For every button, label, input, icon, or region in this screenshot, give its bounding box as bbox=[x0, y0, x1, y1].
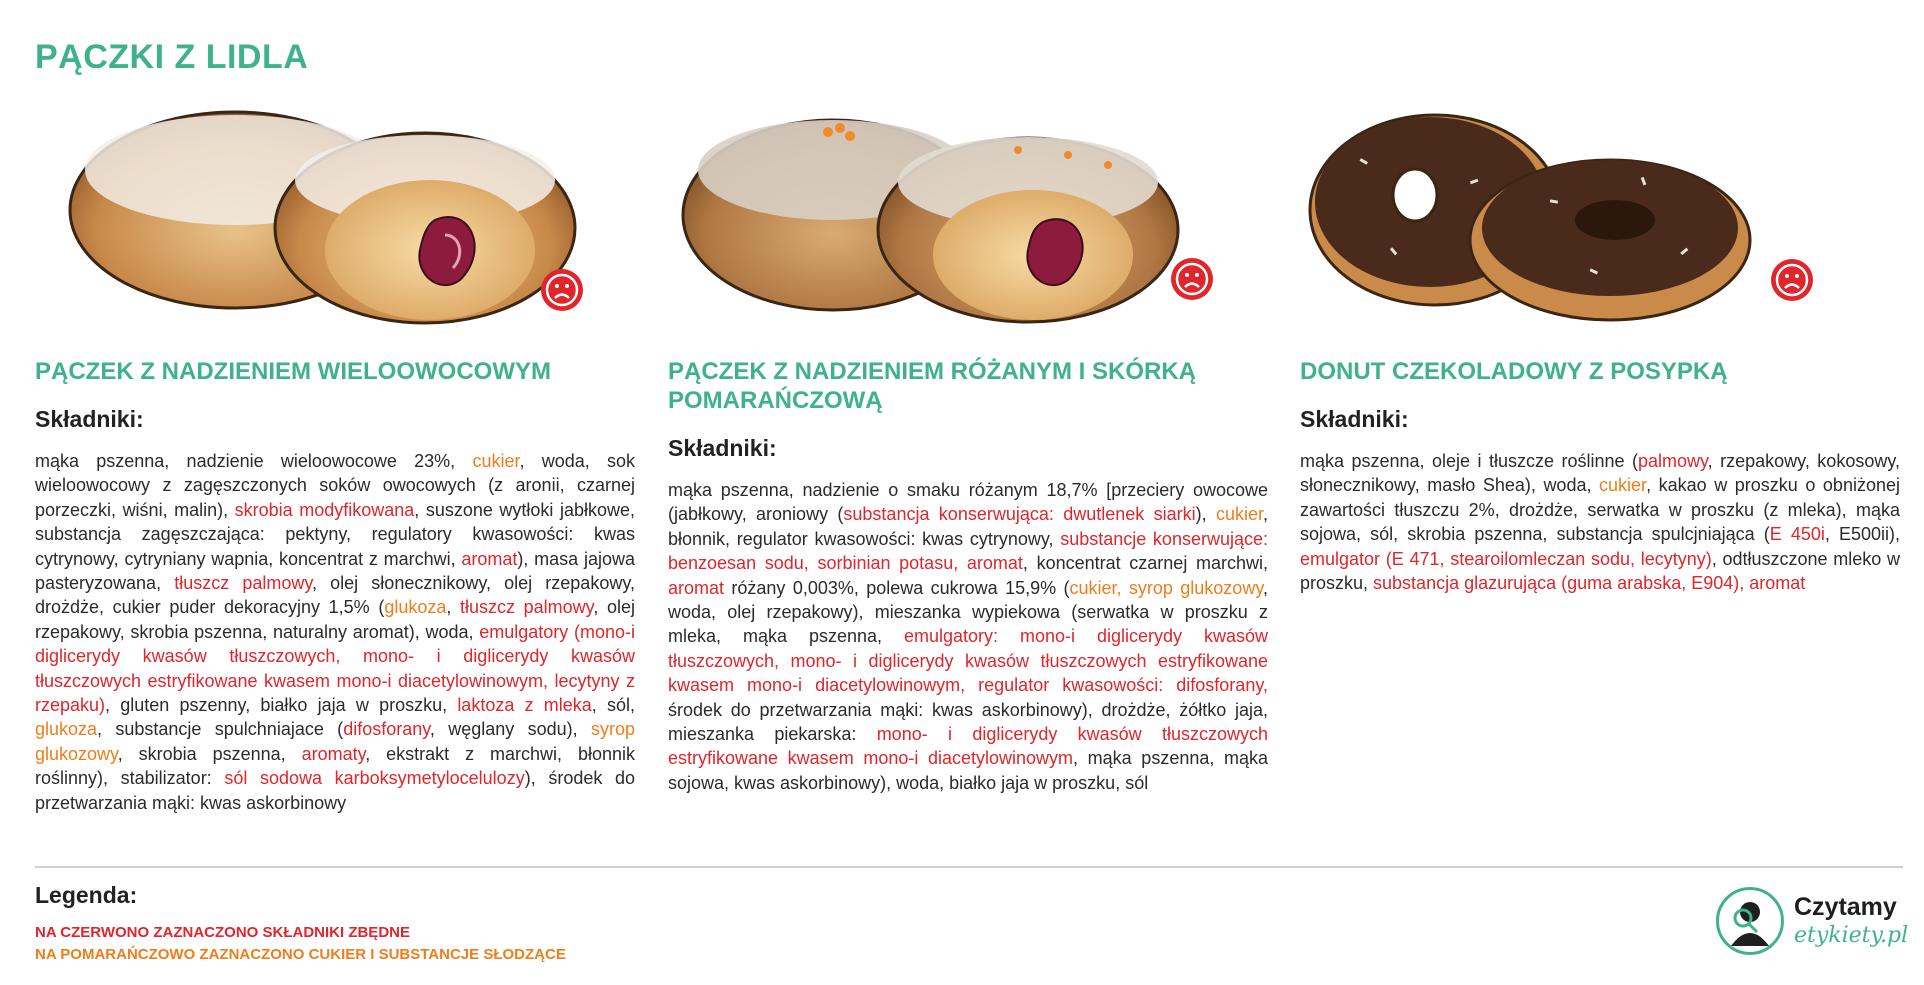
magnifier-person-logo-icon bbox=[1716, 887, 1784, 955]
footer-divider bbox=[35, 866, 1903, 868]
chocolate-donut-illustration bbox=[1300, 110, 1860, 325]
ingredients-text: mąka pszenna, oleje i tłuszcze roślinne (palmowy, rzepakowy, kokosowy, słonecznikowy, masło Shea), woda, cukier, kakao w proszku o obniżonej zawartości tłuszczu 2%, drożdże, serwatka w proszku (z mleka), mąka sojowa, sól, skrobia pszenna, substancja spulcjniająca (E 450i, E500ii), emulgator (E 471, stearoilomleczan sodu, lecytyny), odtłuszczone mleko w proszku, substancja glazurująca (guma arabska, E904), aromat bbox=[1300, 451, 1901, 594]
product-title: PĄCZEK Z NADZIENIEM RÓŻANYM I SKÓRKĄ POMARAŃCZOWĄ bbox=[668, 358, 1196, 414]
product-title: PĄCZEK Z NADZIENIEM WIELOOWOCOWYM bbox=[35, 358, 551, 385]
legend-red-note: NA CZERWONO ZAZNACZONO SKŁADNIKI ZBĘDNE bbox=[35, 924, 410, 941]
sad-face-icon bbox=[1770, 258, 1814, 302]
page-title: PĄCZKI Z LIDLA bbox=[35, 38, 309, 76]
legend-title: Legenda: bbox=[35, 882, 138, 908]
ingredients-text: mąka pszenna, nadzienie wieloowocowe 23%, cukier, woda, sok wieloowocowy z zagęszczonych soków owocowych (z aronii, czarnej porzeczki, wiśni, malin), skrobia modyfikowana, suszone wytłoki jabłkowe, substancja zagęszczająca: pektyny, regulatory kwasowości: kwas cytrynowy, cytryniany wapnia, koncentrat z marchwi, aromat), masa jajowa pasteryzowana, tłuszcz palmowy, olej słonecznikowy, olej rzepakowy, drożdże, cukier puder dekoracyjny 1,5% (glukoza, tłuszcz palmowy, olej rzepakowy, skrobia pszenna, naturalny aromat), woda, emulgatory (mono-i diglicerydy kwasów tłuszczowych, mono- i diglicerydy kwasów tłuszczowych estryfikowane kwasem mono-i diacetylowinowym, lecytyny z rzepaku), gluten pszenny, białko jaja w proszku, laktoza z mleka, sól, glukoza, substancje spulchniajace (difosforany, węglany sodu), syrop glukozowy, skrobia pszenna, aromaty, ekstrakt z marchwi, błonnik roślinny), stabilizator: sól sodowa karboksymetylocelulozy), środek do przetwarzania mąki: kwas askorbinowy bbox=[35, 451, 636, 813]
product-card-donut bbox=[1300, 110, 1900, 595]
sad-face-icon bbox=[1170, 257, 1214, 301]
czytamy-etykiety-logo[interactable] bbox=[1716, 887, 1909, 959]
ingredients-text: mąka pszenna, nadzienie o smaku różanym 18,7% [przeciery owocowe (jabłkowy, aroniowy (substancja konserwująca: dwutlenek siarki), cukier, błonnik, regulator kwasowości: kwas cytrynowy, substancje konserwujące: benzoesan sodu, sorbinian potasu, aromat, koncentrat czarnej marchwi, aromat różany 0,003%, polewa cukrowa 15,9% (cukier, syrop glukozowy, woda, olej rzepakowy), mieszanka wypiekowa (serwatka w proszku z mleka, mąka pszenna, emulgatory: mono-i diglicerydy kwasów tłuszczowych, mono- i diglicerydy kwasów tłuszczowych estryfikowane kwasem mono-i diacetylowinowym, regulator kwasowości: difosforany, środek do przetwarzania mąki: kwas askorbinowy), drożdże, żółtko jaja, mieszanka piekarska: mono- i diglicerydy kwasów tłuszczowych estryfikowane kwasem mono-i diacetylowinowym, mąka pszenna, mąka sojowa, kwas askorbinowy), woda, białko jaja w proszku, sól bbox=[668, 480, 1269, 793]
powdered-donut-icon bbox=[35, 110, 595, 325]
sad-face-icon bbox=[540, 268, 584, 312]
logo-domain: etykiety.pl bbox=[1794, 923, 1909, 948]
glazed-donut-icon bbox=[668, 110, 1228, 325]
glazed-donut-illustration bbox=[668, 110, 1228, 325]
product-card-rozany bbox=[668, 110, 1268, 795]
product-title: DONUT CZEKOLADOWY Z POSYPKĄ bbox=[1300, 358, 1728, 385]
ingredients-label: Składniki: bbox=[35, 406, 144, 432]
ingredients-label: Składniki: bbox=[668, 435, 777, 461]
logo-name: Czytamy bbox=[1794, 893, 1897, 921]
legend-orange-note: NA POMARAŃCZOWO ZAZNACZONO CUKIER I SUBSTANCJE SŁODZĄCE bbox=[35, 946, 566, 963]
product-card-wieloowocowy bbox=[35, 110, 635, 815]
ingredients-label: Składniki: bbox=[1300, 406, 1409, 432]
jam-donut-illustration bbox=[35, 110, 595, 325]
